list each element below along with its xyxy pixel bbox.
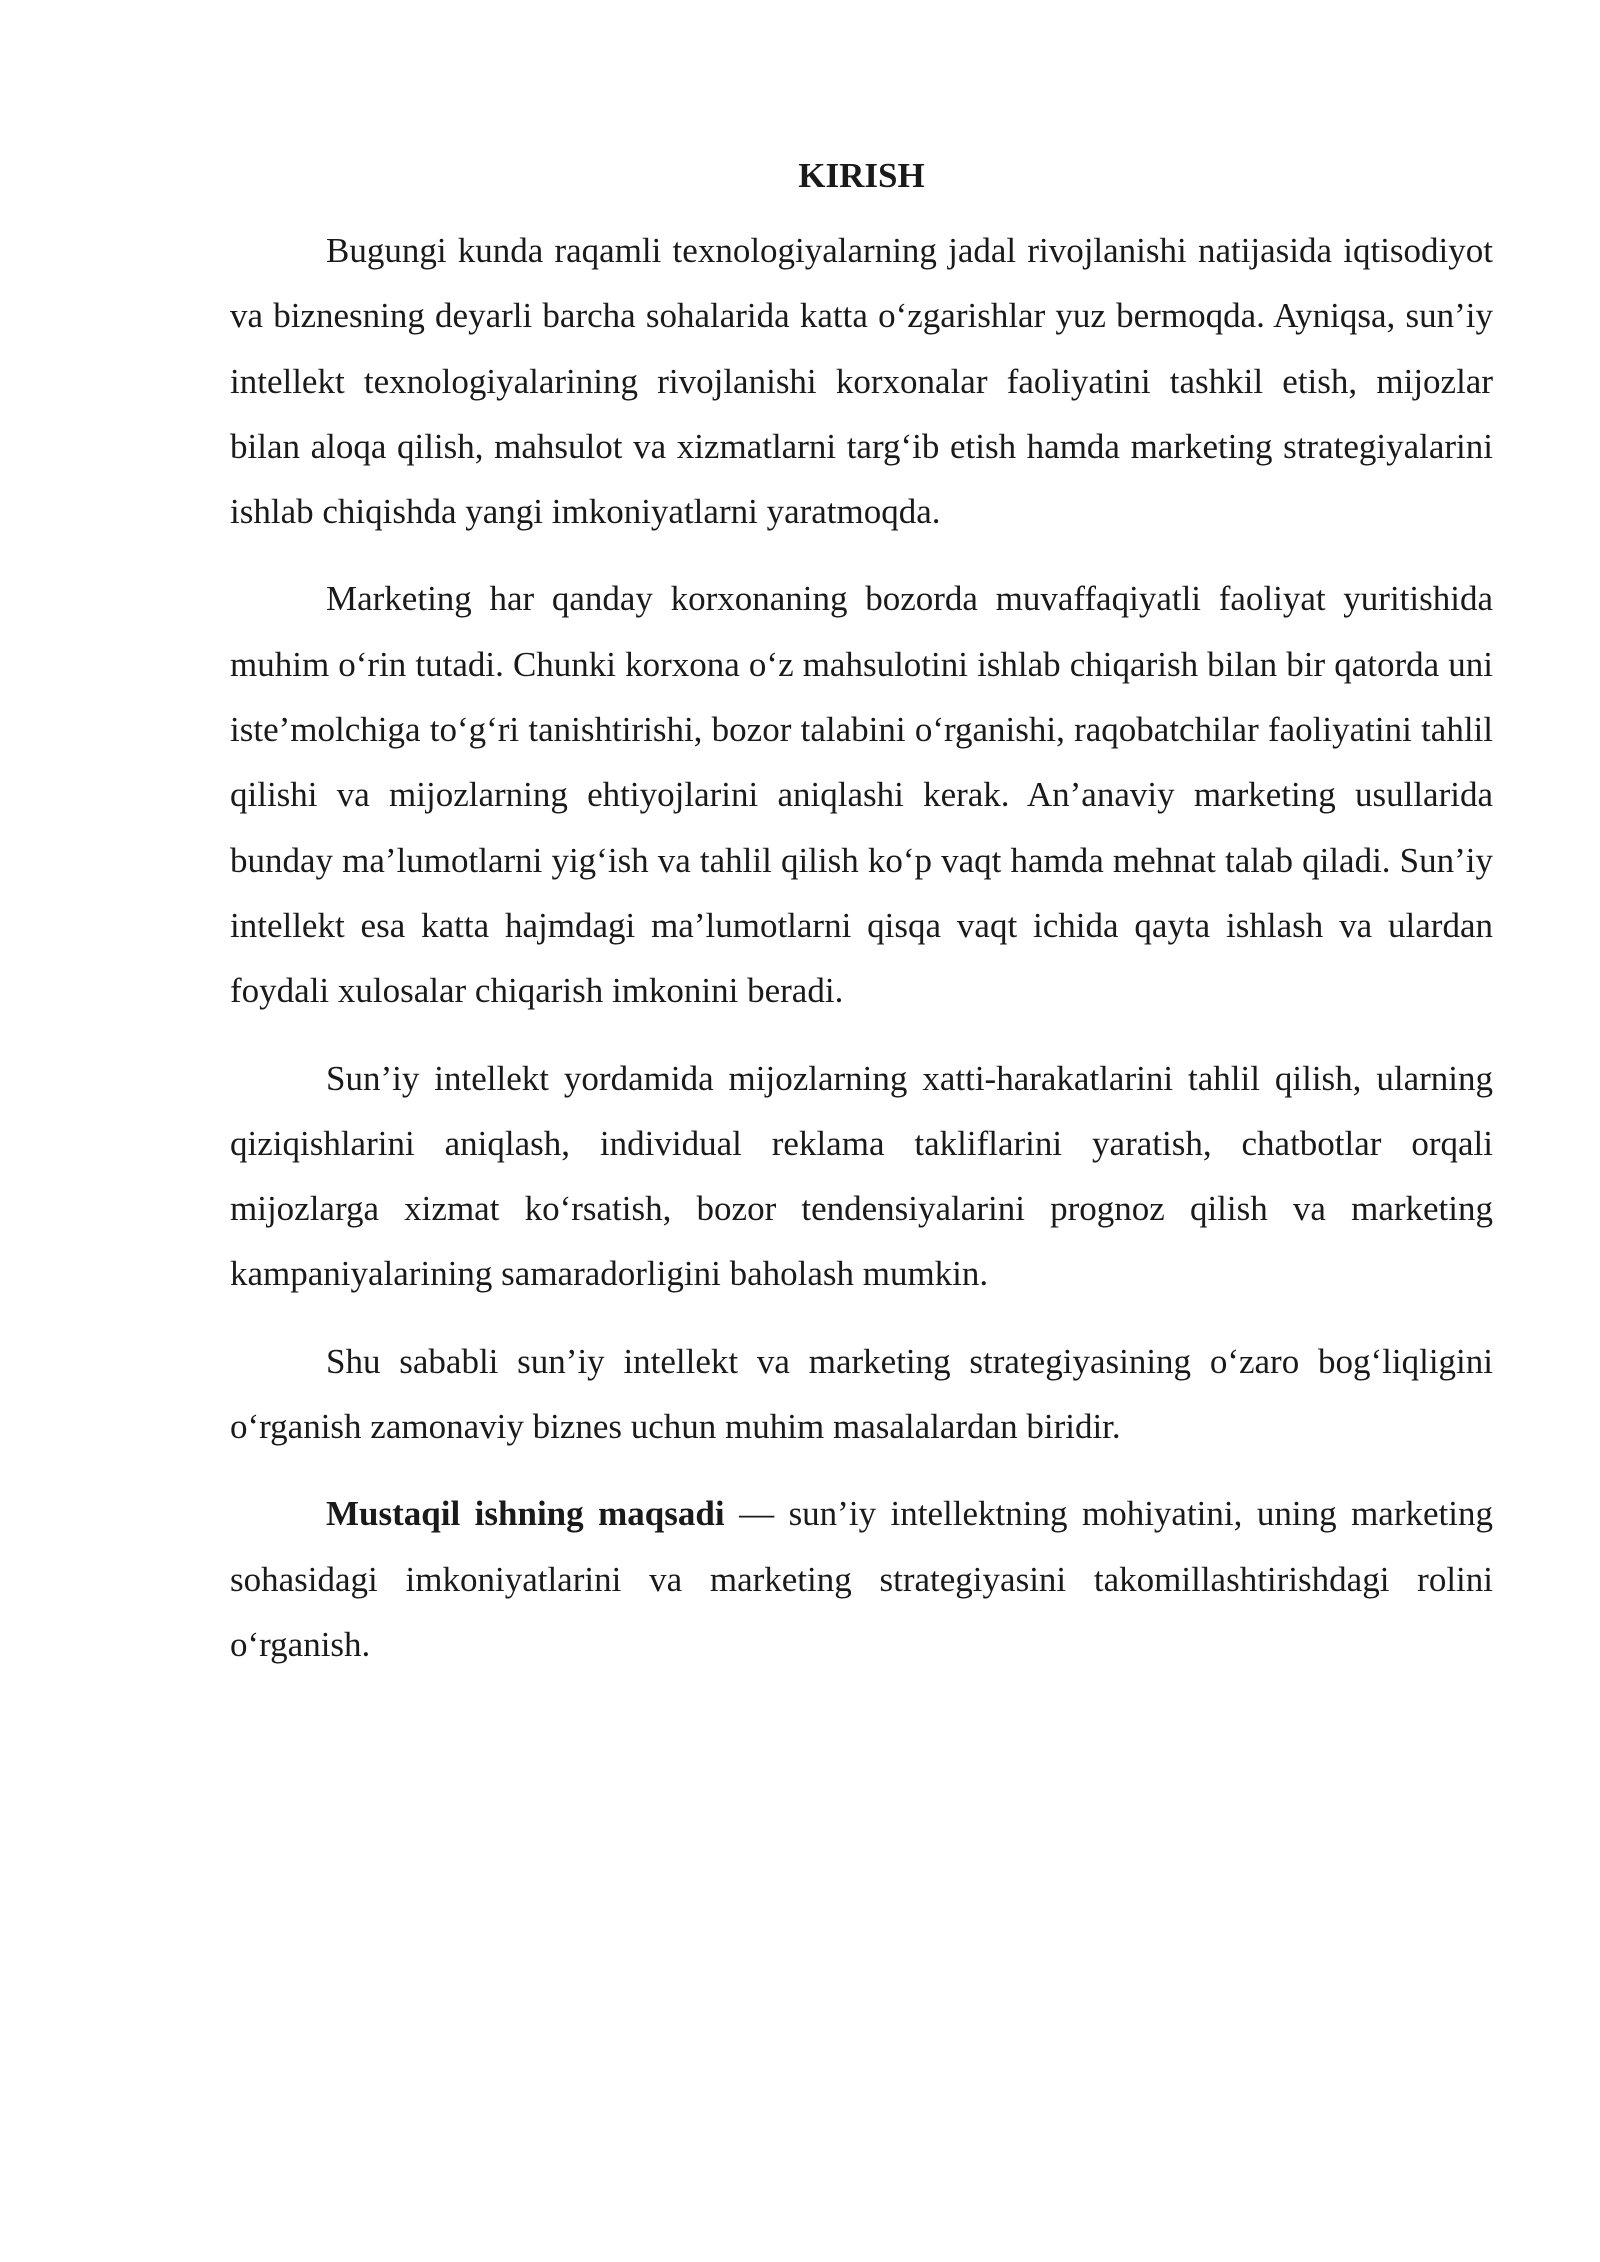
paragraph-intro: Bugungi kunda raqamli texnologiyalarning jadal rivojlanishi natijasida iqtisodiyot va biznesning deyarli barcha sohalarida katta o‘zgarishlar yuz bermoqda. Ayniqsa, sun’iy intellekt texnologiyalarining rivojlanishi korxonalar faoliyatini tashkil etish, mijozlar bilan aloqa qilish, mahsulot va xizmatlarni targ‘ib etish hamda marketing strategiyalarini ishlab chiqishda yangi imkoniyatlarni yaratmoqda. <box>230 231 1493 532</box>
paragraph-ai-capabilities: Sun’iy intellekt yordamida mijozlarning xatti-harakatlarini tahlil qilish, ularning qiziqishlarini aniqlash, individual reklama takliflarini yaratish, chatbotlar orqali mijozlarga xizmat ko‘rsatish, bozor tendensiyalarini prognoz qilish va marketing kampaniyalarining samaradorligini baholash mumkin. <box>230 1058 1493 1294</box>
page-title: KIRISH <box>798 156 925 195</box>
paragraph-goal <box>230 1481 1493 1677</box>
paragraph-marketing: Marketing har qanday korxonaning bozorda muvaffaqiyatli faoliyat yuritishida muhim o‘rin tutadi. Chunki korxona o‘z mahsulotini ishlab chiqarish bilan bir qatorda uni iste’molchiga to‘g‘ri tanishtirishi, bozor talabini o‘rganishi, raqobatchilar faoliyatini tahlil qilishi va mijozlarning ehtiyojlarini aniqlashi kerak. An’anaviy marketing usullarida bunday ma’lumotlarni yig‘ish va tahlil qilish ko‘p vaqt hamda mehnat talab qiladi. Sun’iy intellekt esa katta hajmdagi ma’lumotlarni qisqa vaqt ichida qayta ishlash va ulardan foydali xulosalar chiqarish imkonini beradi. <box>230 579 1493 1011</box>
paragraph-reason: Shu sababli sun’iy intellekt va marketing strategiyasining o‘zaro bog‘liqligini o‘rganish zamonaviy biznes uchun muhim masalalardan biridir. <box>230 1341 1493 1447</box>
document-body <box>230 148 1493 1677</box>
goal-text: — sun’iy intellektning mohiyatini, uning marketing sohasidagi imkoniyatlarini va marketing strategiyasini takomillashtirishdagi rolini o‘rganish. <box>230 1494 1493 1664</box>
goal-label: Mustaqil ishning maqsadi <box>326 1494 725 1534</box>
